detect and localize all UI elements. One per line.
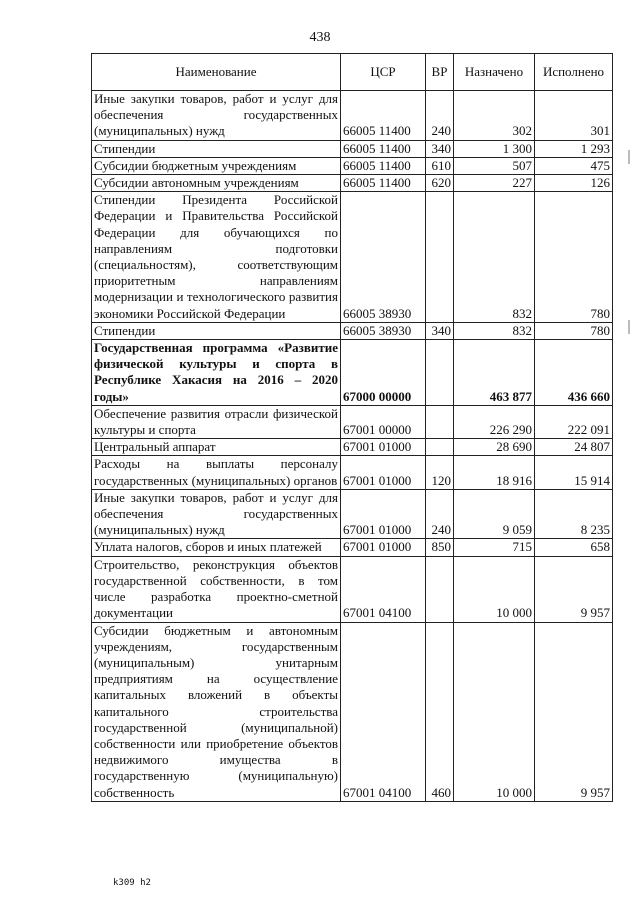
cell-csr: 67000 00000 xyxy=(341,340,426,406)
cell-name: Стипендии xyxy=(92,322,341,339)
cell-csr: 66005 38930 xyxy=(341,322,426,339)
table-row xyxy=(92,539,613,556)
cell-name: Иные закупки товаров, работ и услуг для обеспечения государственных (муниципальных) нужд xyxy=(92,489,341,539)
cell-vr xyxy=(426,405,454,438)
table-row xyxy=(92,340,613,406)
cell-csr: 66005 11400 xyxy=(341,140,426,157)
cell-executed: 8 235 xyxy=(535,489,613,539)
cell-executed: 658 xyxy=(535,539,613,556)
cell-vr: 620 xyxy=(426,175,454,192)
cell-planned: 227 xyxy=(454,175,535,192)
table-row xyxy=(92,439,613,456)
cell-executed: 436 660 xyxy=(535,340,613,406)
cell-executed: 15 914 xyxy=(535,456,613,489)
cell-executed: 1 293 xyxy=(535,140,613,157)
header-planned: Назначено xyxy=(454,54,535,91)
cell-planned: 10 000 xyxy=(454,556,535,622)
cell-vr xyxy=(426,340,454,406)
cell-vr: 340 xyxy=(426,140,454,157)
cell-executed: 475 xyxy=(535,157,613,174)
header-executed: Исполнено xyxy=(535,54,613,91)
cell-planned: 507 xyxy=(454,157,535,174)
cell-vr: 240 xyxy=(426,91,454,141)
cell-csr: 67001 04100 xyxy=(341,622,426,801)
cell-executed: 780 xyxy=(535,192,613,323)
cell-planned: 18 916 xyxy=(454,456,535,489)
table-row xyxy=(92,405,613,438)
cell-csr: 67001 01000 xyxy=(341,439,426,456)
cell-vr: 240 xyxy=(426,489,454,539)
cell-name: Стипендии Президента Российской Федерации и Правительства Российской Федерации для обучающихся по направлениям подготовки (специальностям), соответствующим приоритетным направлениям модернизации и технологического развития экономики Российской Федерации xyxy=(92,192,341,323)
table-row xyxy=(92,556,613,622)
cell-csr: 67001 01000 xyxy=(341,539,426,556)
table-row xyxy=(92,456,613,489)
cell-vr xyxy=(426,192,454,323)
scan-mark xyxy=(628,150,630,164)
cell-name: Центральный аппарат xyxy=(92,439,341,456)
cell-name: Государственная программа «Развитие физической культуры и спорта в Республике Хакасия на 2016 – 2020 годы» xyxy=(92,340,341,406)
cell-executed: 9 957 xyxy=(535,622,613,801)
footer-code: k309 h2 xyxy=(113,878,151,888)
header-vr: ВР xyxy=(426,54,454,91)
cell-vr: 120 xyxy=(426,456,454,489)
cell-planned: 10 000 xyxy=(454,622,535,801)
cell-name: Субсидии бюджетным учреждениям xyxy=(92,157,341,174)
cell-name: Субсидии бюджетным и автономным учреждениям, государственным (муниципальным) унитарным предприятиям на осуществление капитальных вложений в объекты капитального строительства государственной (муниципальной) собственности или приобретение объектов недвижимого имущества в государственную (муниципальную) собственность xyxy=(92,622,341,801)
table-row xyxy=(92,175,613,192)
cell-vr xyxy=(426,556,454,622)
cell-csr: 66005 11400 xyxy=(341,175,426,192)
cell-name: Стипендии xyxy=(92,140,341,157)
cell-vr: 610 xyxy=(426,157,454,174)
table-row xyxy=(92,622,613,801)
header-csr: ЦСР xyxy=(341,54,426,91)
cell-vr: 460 xyxy=(426,622,454,801)
cell-csr: 67001 00000 xyxy=(341,405,426,438)
cell-executed: 9 957 xyxy=(535,556,613,622)
cell-planned: 28 690 xyxy=(454,439,535,456)
cell-planned: 715 xyxy=(454,539,535,556)
cell-planned: 832 xyxy=(454,192,535,323)
table-row xyxy=(92,157,613,174)
budget-table xyxy=(91,53,613,802)
cell-planned: 226 290 xyxy=(454,405,535,438)
cell-name: Уплата налогов, сборов и иных платежей xyxy=(92,539,341,556)
cell-name: Иные закупки товаров, работ и услуг для обеспечения государственных (муниципальных) нужд xyxy=(92,91,341,141)
cell-executed: 301 xyxy=(535,91,613,141)
cell-executed: 780 xyxy=(535,322,613,339)
cell-vr: 850 xyxy=(426,539,454,556)
table-row xyxy=(92,91,613,141)
cell-executed: 24 807 xyxy=(535,439,613,456)
table-row xyxy=(92,489,613,539)
cell-csr: 67001 04100 xyxy=(341,556,426,622)
cell-name: Субсидии автономным учреждениям xyxy=(92,175,341,192)
cell-planned: 302 xyxy=(454,91,535,141)
cell-csr: 66005 11400 xyxy=(341,157,426,174)
cell-vr: 340 xyxy=(426,322,454,339)
cell-planned: 832 xyxy=(454,322,535,339)
cell-csr: 67001 01000 xyxy=(341,489,426,539)
cell-planned: 9 059 xyxy=(454,489,535,539)
cell-name: Обеспечение развития отрасли физической культуры и спорта xyxy=(92,405,341,438)
cell-planned: 1 300 xyxy=(454,140,535,157)
header-name: Наименование xyxy=(92,54,341,91)
cell-csr: 66005 38930 xyxy=(341,192,426,323)
cell-name: Расходы на выплаты персоналу государственных (муниципальных) органов xyxy=(92,456,341,489)
cell-planned: 463 877 xyxy=(454,340,535,406)
scan-mark xyxy=(628,320,630,334)
cell-executed: 222 091 xyxy=(535,405,613,438)
cell-name: Строительство, реконструкция объектов государственной собственности, в том числе разработка проектно-сметной документации xyxy=(92,556,341,622)
cell-csr: 66005 11400 xyxy=(341,91,426,141)
table-row xyxy=(92,192,613,323)
table-row xyxy=(92,140,613,157)
cell-vr xyxy=(426,439,454,456)
table-row xyxy=(92,322,613,339)
table-header-row xyxy=(92,54,613,91)
page-number: 438 xyxy=(309,30,331,45)
cell-executed: 126 xyxy=(535,175,613,192)
cell-csr: 67001 01000 xyxy=(341,456,426,489)
